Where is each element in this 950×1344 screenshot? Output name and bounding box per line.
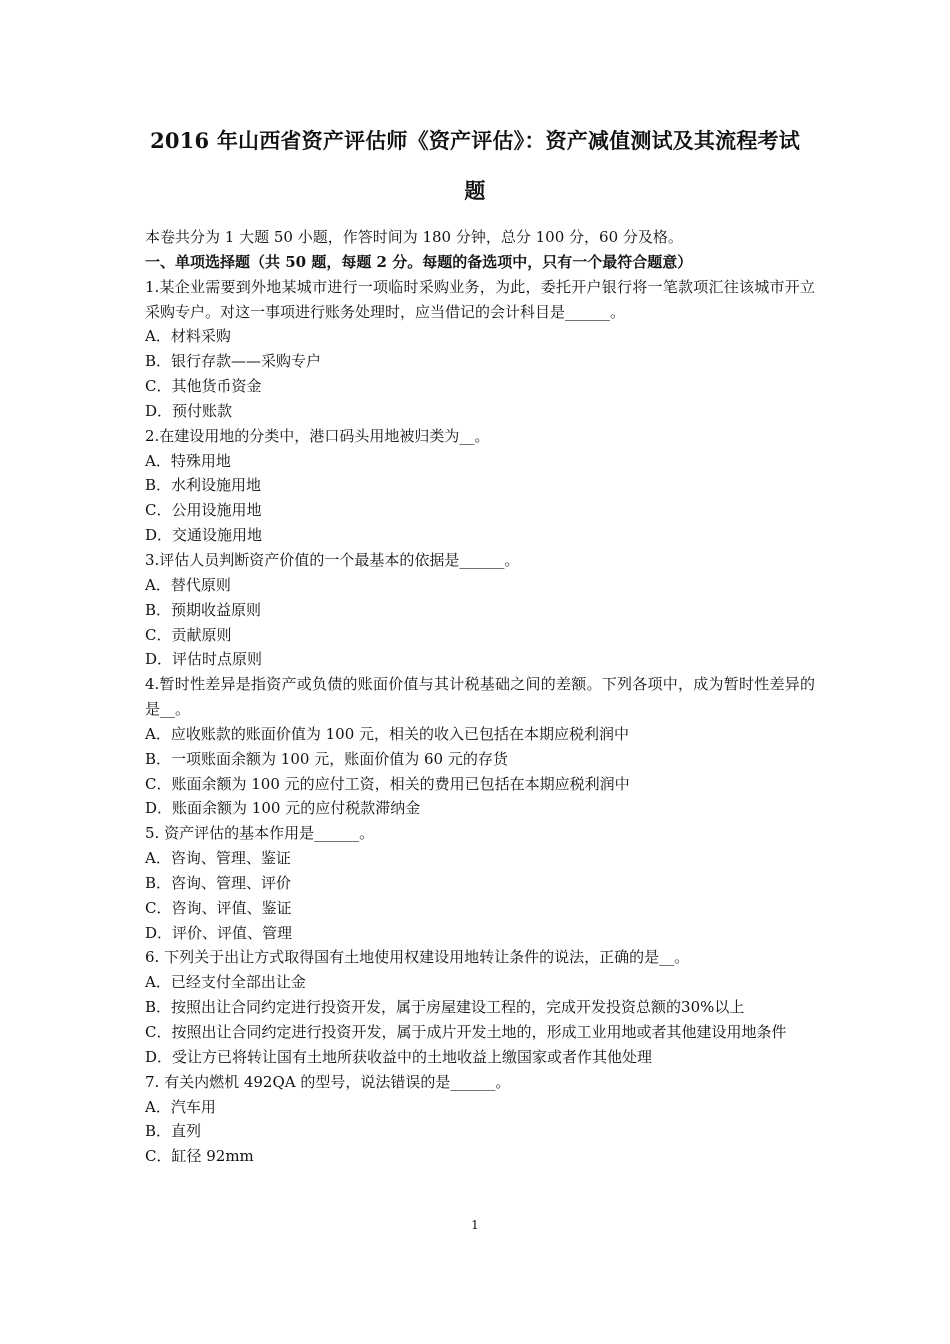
page-number: 1 [471, 1218, 479, 1232]
question-option: C．公用设施用地 [145, 501, 262, 520]
question-option: B．按照出让合同约定进行投资开发，属于房屋建设工程的，完成开发投资总额的30%以上 [145, 998, 745, 1017]
question-option: C．咨询、评值、鉴证 [145, 898, 292, 917]
page-title: 2016 年山西省资产评估师《资产评估》：资产减值测试及其流程考试 [150, 128, 800, 153]
question-stem: 7. 有关内燃机 492QA 的型号，说法错误的是______。 [145, 1072, 511, 1091]
question-stem: 6. 下列关于出让方式取得国有土地使用权建设用地转让条件的说法，正确的是__。 [145, 948, 690, 967]
question-stem: 4.暂时性差异是指资产或负债的账面价值与其计税基础之间的差额。下列各项中，成为暂时性差异的是__。 [145, 675, 815, 719]
question-option: D．预付账款 [145, 401, 233, 420]
question-option: A．特殊用地 [145, 451, 231, 470]
question-option: B．直列 [145, 1122, 202, 1141]
question-option: C．其他货币资金 [145, 377, 262, 396]
question-option: A．替代原则 [145, 575, 231, 594]
exam-intro: 本卷共分为 1 大题 50 小题，作答时间为 180 分钟，总分 100 分，60 分及格。 [145, 228, 683, 246]
question-option: C．账面余额为 100 元的应付工资，相关的费用已包括在本期应税利润中 [145, 774, 630, 793]
question-option: A．已经支付全部出让金 [145, 973, 306, 992]
question-option: A．材料采购 [145, 327, 231, 346]
question-option: D．账面余额为 100 元的应付税款滞纳金 [145, 799, 421, 818]
section-heading: 一、单项选择题（共 50 题，每题 2 分。每题的备选项中，只有一个最符合题意） [145, 252, 693, 271]
question-option: B．银行存款——采购专户 [145, 352, 322, 371]
question-option: B．水利设施用地 [145, 476, 262, 495]
question-option: B．一项账面余额为 100 元，账面价值为 60 元的存货 [145, 749, 508, 768]
document-body [145, 225, 815, 1169]
question-option: D．交通设施用地 [145, 526, 263, 545]
question-option: D．评价、评值、管理 [145, 923, 293, 942]
question-option: C．贡献原则 [145, 625, 232, 644]
question-option: C．按照出让合同约定进行投资开发，属于成片开发土地的，形成工业用地或者其他建设用地条件 [145, 1023, 787, 1041]
question-option: A．应收账款的账面价值为 100 元，相关的收入已包括在本期应税利润中 [145, 724, 630, 743]
question-option: D．受让方已将转让国有土地所获收益中的土地收益上缴国家或者作其他处理 [145, 1047, 653, 1066]
question-option: B．咨询、管理、评价 [145, 873, 292, 892]
question-option: A．咨询、管理、鉴证 [145, 849, 291, 868]
question-stem: 3.评估人员判断资产价值的一个最基本的依据是______。 [145, 550, 520, 569]
question-option: B．预期收益原则 [145, 600, 262, 619]
question-option: A．汽车用 [145, 1097, 216, 1116]
question-option: C．缸径 92mm [145, 1147, 254, 1166]
question-stem: 1.某企业需要到外地某城市进行一项临时采购业务，为此，委托开户银行将一笔款项汇往该城市开立采购专户。对这一事项进行账务处理时，应当借记的会计科目是______。 [145, 277, 815, 321]
question-stem: 5. 资产评估的基本作用是______。 [145, 824, 375, 843]
question-stem: 2.在建设用地的分类中，港口码头用地被归类为__。 [145, 426, 490, 445]
question-option: D．评估时点原则 [145, 650, 263, 669]
page-title-continued: 题 [464, 178, 486, 203]
